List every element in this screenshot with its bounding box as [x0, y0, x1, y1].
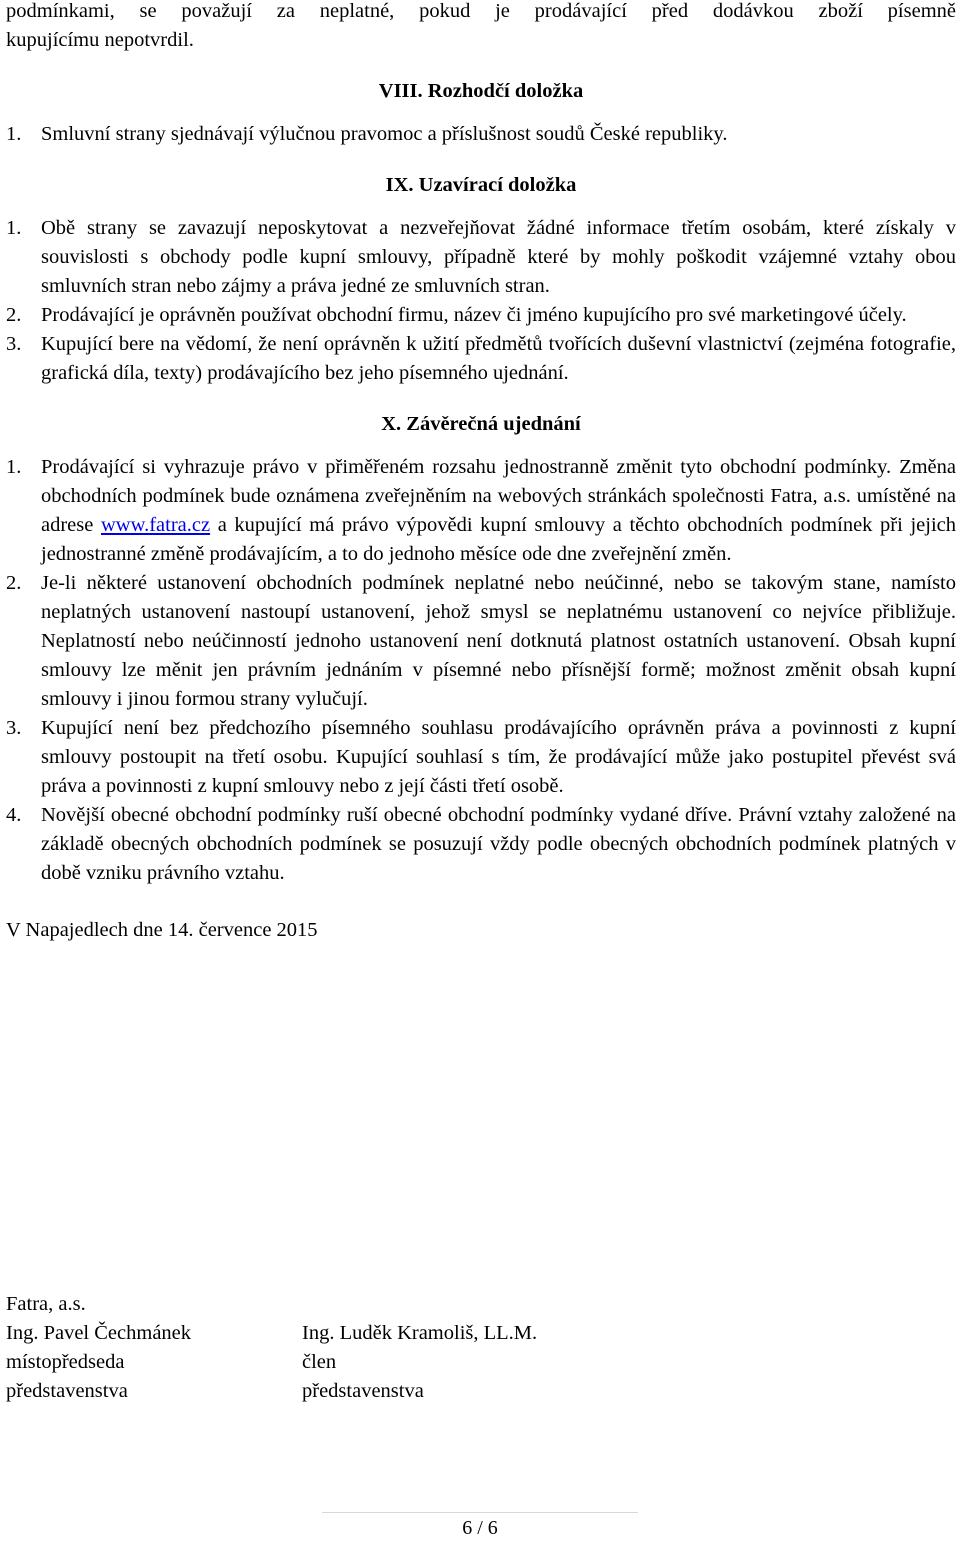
intro-line-1: podmínkami, se považují za neplatné, pokud je prodávající před dodávkou zboží písemně: [6, 0, 956, 22]
section-9-heading: IX. Uzavírací doložka: [385, 174, 577, 196]
item-number: 1.: [6, 123, 22, 145]
document-page: [6, 0, 956, 945]
signatory-role: místopředseda: [6, 1351, 125, 1373]
intro-paragraph-end: [6, 26, 956, 55]
item-number: 3.: [6, 717, 22, 739]
intro-paragraph: [6, 0, 956, 26]
fatra-website-link[interactable]: www.fatra.cz: [100, 514, 211, 536]
list-item: [6, 330, 956, 388]
signature-block: [6, 1290, 806, 1406]
item-text-before-link: Prodávající si vyhrazuje právo v přiměřeném rozsahu jednostranně změnit tyto obchodní podmínky. Změna obchodních podmínek bude oznámena zveřejněním na webových stránkách společnosti Fatra, a.s. umístěné na adrese: [41, 456, 956, 536]
section-10-list: [6, 453, 956, 888]
item-number: 2.: [6, 304, 22, 326]
item-number: 1.: [6, 217, 22, 239]
list-item: [6, 214, 956, 301]
item-number: 3.: [6, 333, 22, 355]
list-item: [6, 301, 956, 330]
list-item: [6, 120, 956, 149]
section-9-list: [6, 214, 956, 388]
item-number: 1.: [6, 456, 22, 478]
item-text: Kupující není bez předchozího písemného souhlasu prodávajícího oprávněn práva a povinnosti z kupní smlouvy postoupit na třetí osobu. Kupující souhlasí s tím, že prodávající může jako postupitel převést svá práva a povinnosti z kupní smlouvy nebo z její části třetí osobě.: [41, 717, 956, 797]
signatory-role-board: představenstva: [6, 1380, 128, 1402]
company-name: Fatra, a.s.: [6, 1293, 86, 1315]
item-text: [41, 456, 956, 565]
signatory-right: [302, 1319, 598, 1406]
section-8-list: [6, 120, 956, 149]
item-text: Obě strany se zavazují neposkytovat a nezveřejňovat žádné informace třetím osobám, které získaly v souvislosti s obchody podle kupní smlouvy, případně které by mohly poškodit vzájemné vztahy obou smluvních stran nebo zájmy a práva jedné ze smluvních stran.: [41, 217, 956, 297]
signatory-role-board: představenstva: [302, 1380, 424, 1402]
footer-divider: [322, 1512, 638, 1513]
list-item: [6, 453, 956, 569]
signatory-name: Ing. Pavel Čechmánek: [6, 1322, 192, 1344]
section-8-heading: VIII. Rozhodčí doložka: [378, 80, 584, 102]
item-text-after-link: a kupující má právo výpovědi kupní smlouvy a těchto obchodních podmínek při jejich jednostranné změně prodávajícím, a to do jednoho měsíce ode dne zveřejnění změn.: [41, 514, 956, 565]
item-text: Je-li některé ustanovení obchodních podmínek neplatné nebo neúčinné, nebo se takovým stane, namísto neplatných ustanovení nastoupí ustanovení, jehož smysl se neplatnému ustanovení co nejvíce přibližuje. Neplatností nebo neúčinností jednoho ustanovení není dotknutá platnost ostatních ustanovení. Obsah kupní smlouvy lze měnit jen právním jednáním v písemné nebo přísnější formě; možnost změnit obsah kupní smlouvy i jinou formou strany vylučují.: [41, 572, 956, 710]
list-item: [6, 714, 956, 801]
item-text: Novější obecné obchodní podmínky ruší obecné obchodní podmínky vydané dříve. Právní vztahy založené na základě obecných obchodních podmínek se posuzují vždy podle obecných obchodních podmínek platných v době vzniku právního vztahu.: [41, 804, 956, 884]
signatories: [6, 1319, 806, 1406]
signatory-role: člen: [302, 1351, 337, 1373]
list-item: [6, 569, 956, 714]
section-10-heading: X. Závěrečná ujednání: [381, 413, 581, 435]
item-number: 4.: [6, 804, 22, 826]
place-date: V Napajedlech dne 14. července 2015: [6, 919, 318, 941]
signatory-left: [6, 1319, 302, 1406]
list-item: [6, 801, 956, 888]
item-number: 2.: [6, 572, 22, 594]
intro-line-2: kupujícímu nepotvrdil.: [6, 29, 194, 51]
page-number: 6 / 6: [462, 1517, 498, 1539]
signatory-name: Ing. Luděk Kramoliš, LL.M.: [302, 1322, 538, 1344]
item-text: Smluvní strany sjednávají výlučnou pravomoc a příslušnost soudů České republiky.: [41, 123, 728, 145]
item-text: Prodávající je oprávněn používat obchodní firmu, název či jméno kupujícího pro své marketingové účely.: [41, 304, 907, 326]
item-text: Kupující bere na vědomí, že není oprávněn k užití předmětů tvořících duševní vlastnictví (zejména fotografie, grafická díla, texty) prodávajícího bez jeho písemného ujednání.: [41, 333, 956, 384]
